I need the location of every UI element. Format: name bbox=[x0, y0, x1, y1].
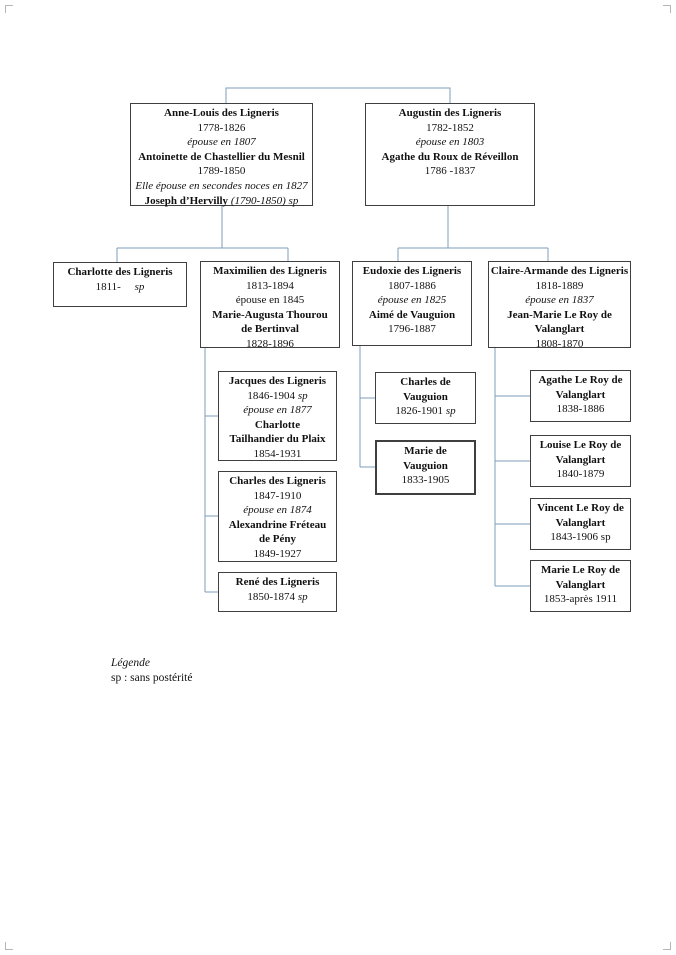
person-box-line: 1782-1852 bbox=[426, 121, 474, 134]
person-box-charles-des-ligneris bbox=[218, 471, 337, 562]
page-corner-mark bbox=[5, 942, 13, 950]
person-box-line: de Pény bbox=[259, 533, 296, 546]
person-box-line: Vauguion bbox=[403, 459, 448, 472]
person-box-anne-louis-des-ligneris bbox=[130, 103, 313, 206]
person-box-line: 1807-1886 bbox=[388, 279, 436, 292]
person-box-line: Charles de bbox=[400, 376, 451, 388]
person-box-line: Louise Le Roy de bbox=[539, 439, 622, 451]
person-box-line: Alexandrine Fréteau bbox=[228, 518, 327, 531]
person-box-line: Agathe Le Roy de bbox=[538, 374, 623, 386]
person-box-line: Antoinette de Chastellier du Mesnil bbox=[138, 150, 305, 163]
connector-claire-children bbox=[495, 348, 530, 586]
connector-top-marriage bbox=[226, 88, 450, 103]
person-box-line: épouse en 1877 bbox=[243, 404, 312, 417]
person-box-line: Eudoxie des Ligneris bbox=[362, 265, 462, 277]
person-box-line: Valanglart bbox=[555, 578, 606, 591]
person-box-line: Jacques des Ligneris bbox=[228, 375, 327, 387]
person-box-line: 1789-1850 bbox=[197, 165, 246, 178]
person-box-line: 1813-1894 bbox=[246, 279, 294, 292]
person-box-line: épouse en 1803 bbox=[415, 136, 485, 149]
person-box-jacques-des-ligneris bbox=[218, 371, 337, 461]
person-box-charles-de-vauguion bbox=[375, 372, 476, 424]
person-box-marie-le-roy-de-valanglart bbox=[530, 560, 631, 612]
person-box-line: Maximilien des Ligneris bbox=[213, 265, 327, 277]
person-box-line: Charlotte bbox=[254, 418, 301, 431]
person-box-line: 1847-1910 bbox=[253, 489, 302, 502]
person-box-line: 1826-1901 sp bbox=[395, 405, 456, 418]
person-box-line: Marie de bbox=[404, 445, 447, 457]
person-box-line: 1828-1896 bbox=[246, 337, 294, 350]
person-box-line: Valanglart bbox=[534, 323, 585, 336]
person-box-agathe-le-roy-de-valanglart bbox=[530, 370, 631, 422]
person-box-line: Charles des Ligneris bbox=[229, 475, 326, 487]
person-box-line: René des Ligneris bbox=[235, 576, 320, 588]
person-box-line: épouse en 1845 bbox=[235, 294, 305, 307]
person-box-line: Marie-Augusta Thourou bbox=[212, 308, 328, 321]
person-box-line: Elle épouse en secondes noces en 1827 bbox=[135, 179, 308, 192]
page-corner-mark bbox=[5, 5, 13, 13]
person-box-line: Jean-Marie Le Roy de bbox=[507, 308, 612, 321]
person-box-augustin-des-ligneris bbox=[365, 103, 535, 206]
person-box-line: Marie Le Roy de bbox=[540, 564, 621, 576]
person-box-line: Tailhandier du Plaix bbox=[229, 433, 326, 446]
legend-title: Légende bbox=[111, 657, 150, 669]
person-box-line: 1846-1904 sp bbox=[247, 389, 308, 402]
person-box-marie-de-vauguion bbox=[375, 440, 476, 495]
person-box-vincent-le-roy-de-valanglart bbox=[530, 498, 631, 550]
person-box-line: Agathe du Roux de Réveillon bbox=[381, 150, 519, 163]
connector-eudoxie-children bbox=[360, 346, 375, 467]
legend bbox=[111, 656, 192, 686]
person-box-line: Valanglart bbox=[555, 388, 606, 401]
person-box-line: 1808-1870 bbox=[535, 337, 584, 350]
person-box-line: Augustin des Ligneris bbox=[398, 107, 502, 119]
person-box-line: 1850-1874 sp bbox=[247, 590, 308, 603]
person-box-line: 1833-1905 bbox=[401, 474, 450, 487]
person-box-line: 1796-1887 bbox=[388, 323, 436, 336]
person-box-line: épouse en 1874 bbox=[243, 504, 312, 517]
person-box-line: 1843-1906 sp bbox=[550, 531, 611, 544]
page-corner-mark bbox=[663, 5, 671, 13]
connector-maximilien-children bbox=[205, 348, 218, 592]
person-box-claire-armande-des-ligneris bbox=[488, 261, 631, 348]
person-box-rene-des-ligneris bbox=[218, 572, 337, 612]
person-box-line: 1853-après 1911 bbox=[543, 593, 618, 606]
person-box-line: Anne-Louis des Ligneris bbox=[164, 107, 279, 119]
person-box-line: Charlotte des Ligneris bbox=[67, 266, 173, 278]
person-box-line: 1811- sp bbox=[95, 280, 145, 293]
person-box-charlotte-des-ligneris bbox=[53, 262, 187, 307]
person-box-line: Vauguion bbox=[403, 390, 448, 403]
person-box-line: épouse en 1837 bbox=[525, 294, 594, 307]
person-box-line: 1786 -1837 bbox=[424, 165, 476, 178]
person-box-line: 1849-1927 bbox=[253, 547, 302, 560]
person-box-line: épouse en 1807 bbox=[187, 136, 256, 149]
person-box-line: Valanglart bbox=[555, 453, 606, 466]
person-box-line: 1818-1889 bbox=[535, 279, 584, 292]
person-box-maximilien-des-ligneris bbox=[200, 261, 340, 348]
person-box-line: épouse en 1825 bbox=[377, 294, 447, 307]
person-box-line: Vincent Le Roy de bbox=[537, 502, 624, 514]
person-box-line: Valanglart bbox=[555, 516, 606, 529]
person-box-eudoxie-des-ligneris bbox=[352, 261, 472, 346]
person-box-line: 1840-1879 bbox=[556, 468, 605, 481]
person-box-line: 1778-1826 bbox=[197, 121, 246, 134]
person-box-line: Claire-Armande des Ligneris bbox=[490, 265, 629, 277]
person-box-line: 1838-1886 bbox=[556, 403, 605, 416]
page-corner-mark bbox=[663, 942, 671, 950]
person-box-line: de Bertinval bbox=[241, 323, 299, 336]
person-box-louise-le-roy-de-valanglart bbox=[530, 435, 631, 487]
person-box-line: 1854-1931 bbox=[253, 447, 302, 460]
person-box-line: Aimé de Vauguion bbox=[368, 308, 456, 321]
connector-augustin-children bbox=[398, 206, 548, 261]
person-box-line: Joseph d’Hervilly (1790-1850) sp bbox=[144, 194, 299, 207]
legend-text: sp : sans postérité bbox=[111, 672, 193, 684]
connector-anne-louis-children bbox=[117, 206, 288, 262]
